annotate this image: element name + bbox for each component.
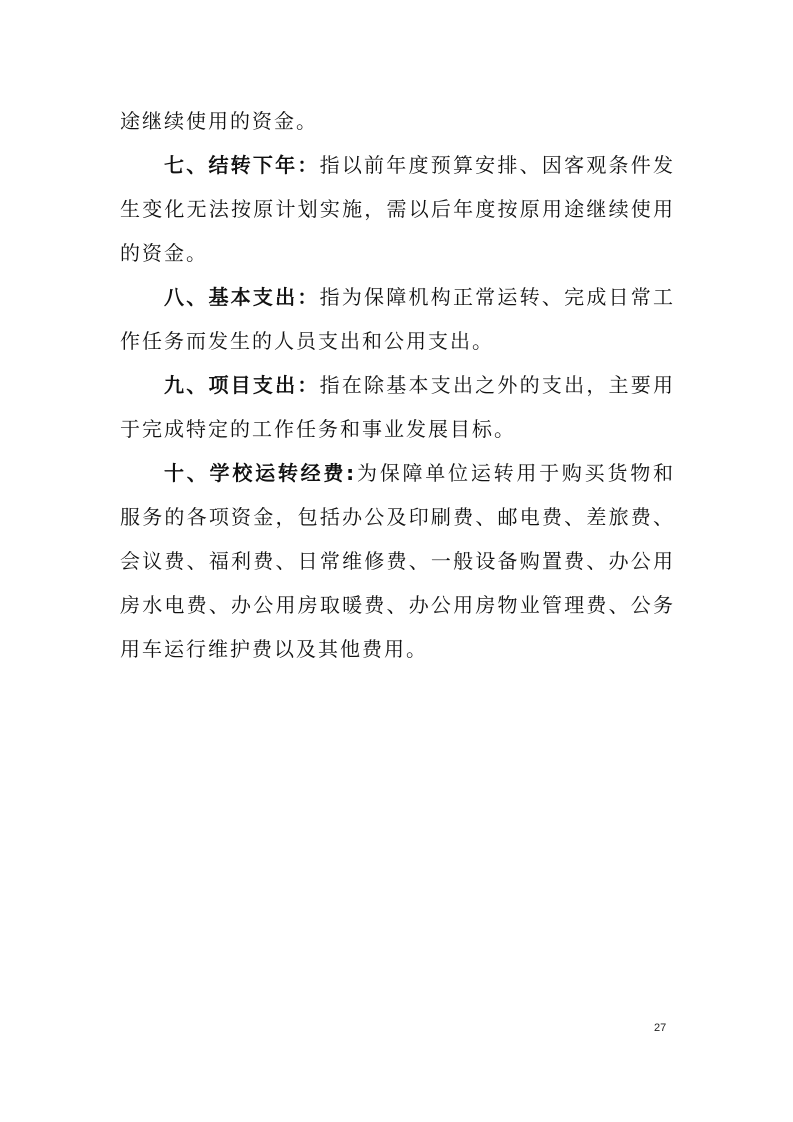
page-number: 27	[654, 1022, 667, 1034]
definition-term-project-expenditure: 九、项目支出：	[164, 373, 320, 397]
definition-text-school-operation: 为保障单位运转用于购买货物和服务的各项资金，包括办公及印刷费、邮电费、差旅费、会议费、福利费、日常维修费、一般设备购置费、办公用房水电费、办公用房取暖费、办公用房物业管理费、公务用车运行维护费以及其他费用。	[120, 461, 676, 661]
definition-text-carryover: 指以前年度预算安排、因客观条件发生变化无法按原计划实施，需以后年度按原用途继续使用的资金。	[120, 153, 676, 265]
definition-paragraph-school-operation	[120, 451, 675, 671]
document-body	[120, 99, 675, 671]
intro-paragraph	[120, 99, 675, 143]
definition-term-basic-expenditure: 八、基本支出：	[164, 285, 320, 309]
definition-text-project-expenditure: 指在除基本支出之外的支出，主要用于完成特定的工作任务和事业发展目标。	[120, 373, 676, 441]
definition-text-basic-expenditure: 指为保障机构正常运转、完成日常工作任务而发生的人员支出和公用支出。	[120, 285, 676, 353]
definition-term-carryover: 七、结转下年：	[164, 153, 320, 177]
definition-paragraph-basic-expenditure	[120, 275, 675, 363]
definition-paragraph-project-expenditure	[120, 363, 675, 451]
definition-paragraph-carryover	[120, 143, 675, 275]
definition-term-school-operation: 十、学校运转经费:	[164, 461, 357, 485]
intro-text: 途继续使用的资金。	[120, 109, 318, 133]
